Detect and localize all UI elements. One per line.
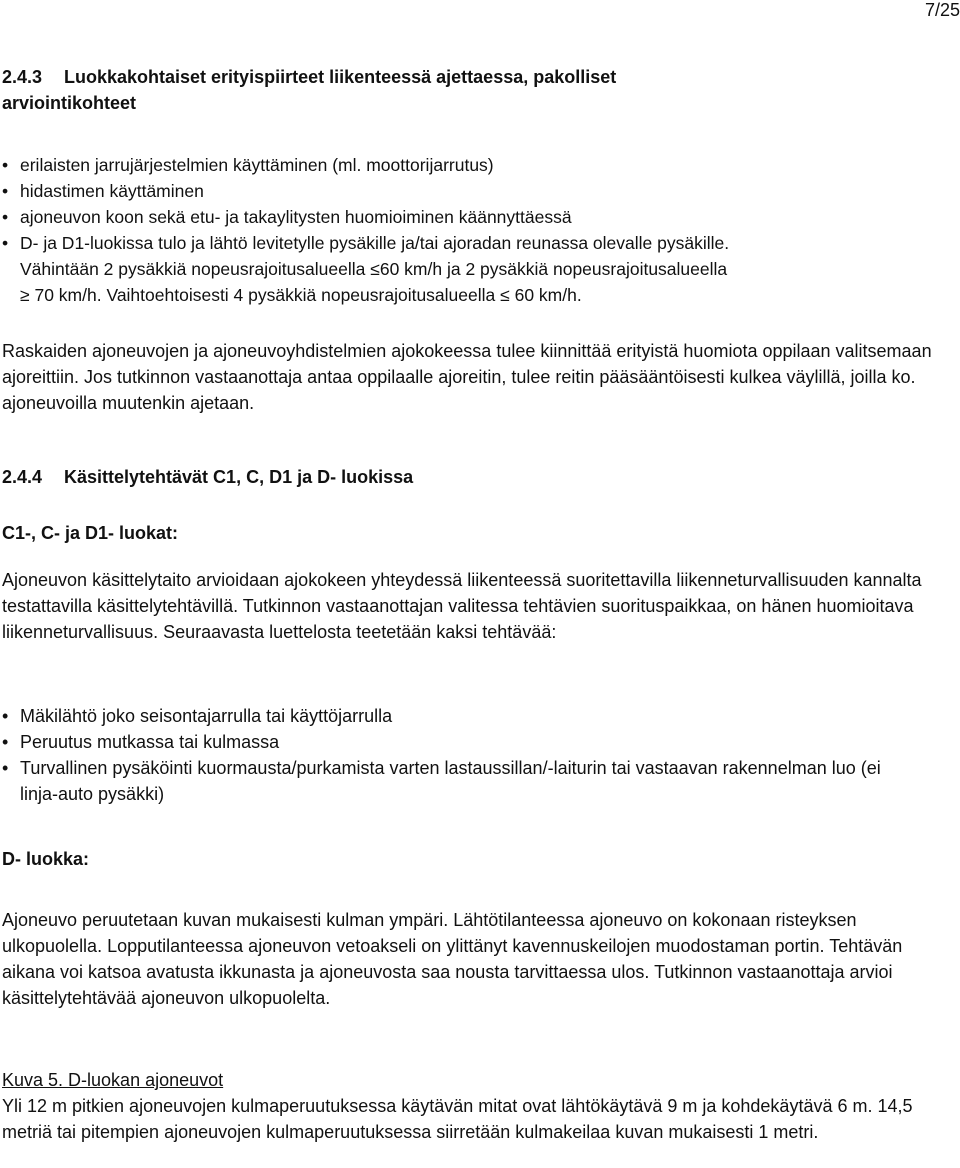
section-number: 2.4.3: [2, 67, 43, 87]
section-title: Käsittelytehtävät C1, C, D1 ja D- luokissa: [64, 467, 414, 487]
paragraph-text: Yli 12 m pitkien ajoneuvojen kulmaperuutuksessa käytävän mitat ovat lähtökäytävä 9 m ja kohdekäytävä 6 m. 14,5 metriä tai pitempien ajoneuvojen kulmaperuutuksessa siirretään kulmakeilaa kuvan mukaisesti 1 metri.: [2, 1096, 913, 1142]
paragraph-figure: [2, 1093, 937, 1145]
section-title-line2: arviointikohteet: [2, 93, 137, 113]
subheading-text: D- luokka:: [2, 849, 90, 869]
list-item: • hidastimen käyttäminen: [2, 178, 942, 204]
list-item: • Peruutus mutkassa tai kulmassa: [2, 729, 932, 755]
list-item: • erilaisten jarrujärjestelmien käyttäminen (ml. moottorijarrutus): [2, 152, 942, 178]
paragraph-d-class: [2, 907, 932, 1011]
figure-caption: [2, 1067, 942, 1093]
page-number: 7/25: [924, 0, 960, 20]
section-title-line1: Luokkakohtaiset erityispiirteet liikenteessä ajettaessa, pakolliset: [64, 67, 617, 87]
bullet-continuation-line: ≥ 70 km/h. Vaihtoehtoisesti 4 pysäkkiä nopeusrajoitusalueella ≤ 60 km/h.: [20, 285, 582, 305]
paragraph-heavy-vehicles: [2, 338, 937, 416]
list-item: • ajoneuvon koon sekä etu- ja takaylitysten huomioiminen käännyttäessä: [2, 204, 942, 230]
list-item: • Mäkilähtö joko seisontajarrulla tai käyttöjarrulla: [2, 703, 932, 729]
list-item: • Turvallinen pysäköinti kuormausta/purkamista varten lastaussillan/-laiturin tai vastaavan rakennelman luo (ei linja-auto pysäkki): [2, 755, 932, 807]
paragraph-c-classes: [2, 567, 942, 645]
section-heading-2-4-4: [2, 464, 942, 490]
subheading-c-classes: [2, 520, 942, 546]
subheading-d-class: [2, 846, 942, 872]
section-number: 2.4.4: [2, 467, 43, 487]
list-item: • D- ja D1-luokissa tulo ja lähtö levitetylle pysäkille ja/tai ajoradan reunassa olevalle pysäkille.: [2, 230, 942, 256]
section-heading-2-4-3: [2, 64, 942, 116]
paragraph-text: Raskaiden ajoneuvojen ja ajoneuvoyhdistelmien ajokokeessa tulee kiinnittää erityistä huomiota oppilaan valitsemaan ajoreittiin. Jos tutkinnon vastaanottaja antaa oppilaalle ajoreitin, tulee reitin pääsääntöisesti kulkea väylillä, joilla ko. ajoneuvoilla muutenkin ajetaan.: [2, 341, 932, 413]
subheading-text: C1-, C- ja D1- luokat:: [2, 523, 179, 543]
bullet-list-tasks: [2, 703, 932, 807]
figure-caption-text: Kuva 5. D-luokan ajoneuvot: [2, 1070, 224, 1090]
bullet-continuation-line: Vähintään 2 pysäkkiä nopeusrajoitusalueella ≤60 km/h ja 2 pysäkkiä nopeusrajoitusalueella: [20, 259, 728, 279]
paragraph-text: Ajoneuvon käsittelytaito arvioidaan ajokokeen yhteydessä liikenteessä suoritettavilla liikenneturvallisuuden kannalta testattavilla käsittelytehtävillä. Tutkinnon vastaanottajan valitessa tehtävien suorituspaikkaa, on hänen huomioitava liikenneturvallisuus. Seuraavasta luettelosta teetetään kaksi tehtävää:: [2, 570, 922, 642]
paragraph-text: Ajoneuvo peruutetaan kuvan mukaisesti kulman ympäri. Lähtötilanteessa ajoneuvo on kokonaan risteyksen ulkopuolella. Lopputilanteessa ajoneuvon vetoakseli on ylittänyt kavennuskeilojen muodostaman portin. Tehtävän aikana voi katsoa avatusta ikkunasta ja ajoneuvosta saa nousta tarvittaessa ulos. Tutkinnon vastaanottaja arvioi käsittelytehtävää ajoneuvon ulkopuolelta.: [2, 910, 903, 1008]
bullet-list-2-4-3: [2, 152, 942, 308]
